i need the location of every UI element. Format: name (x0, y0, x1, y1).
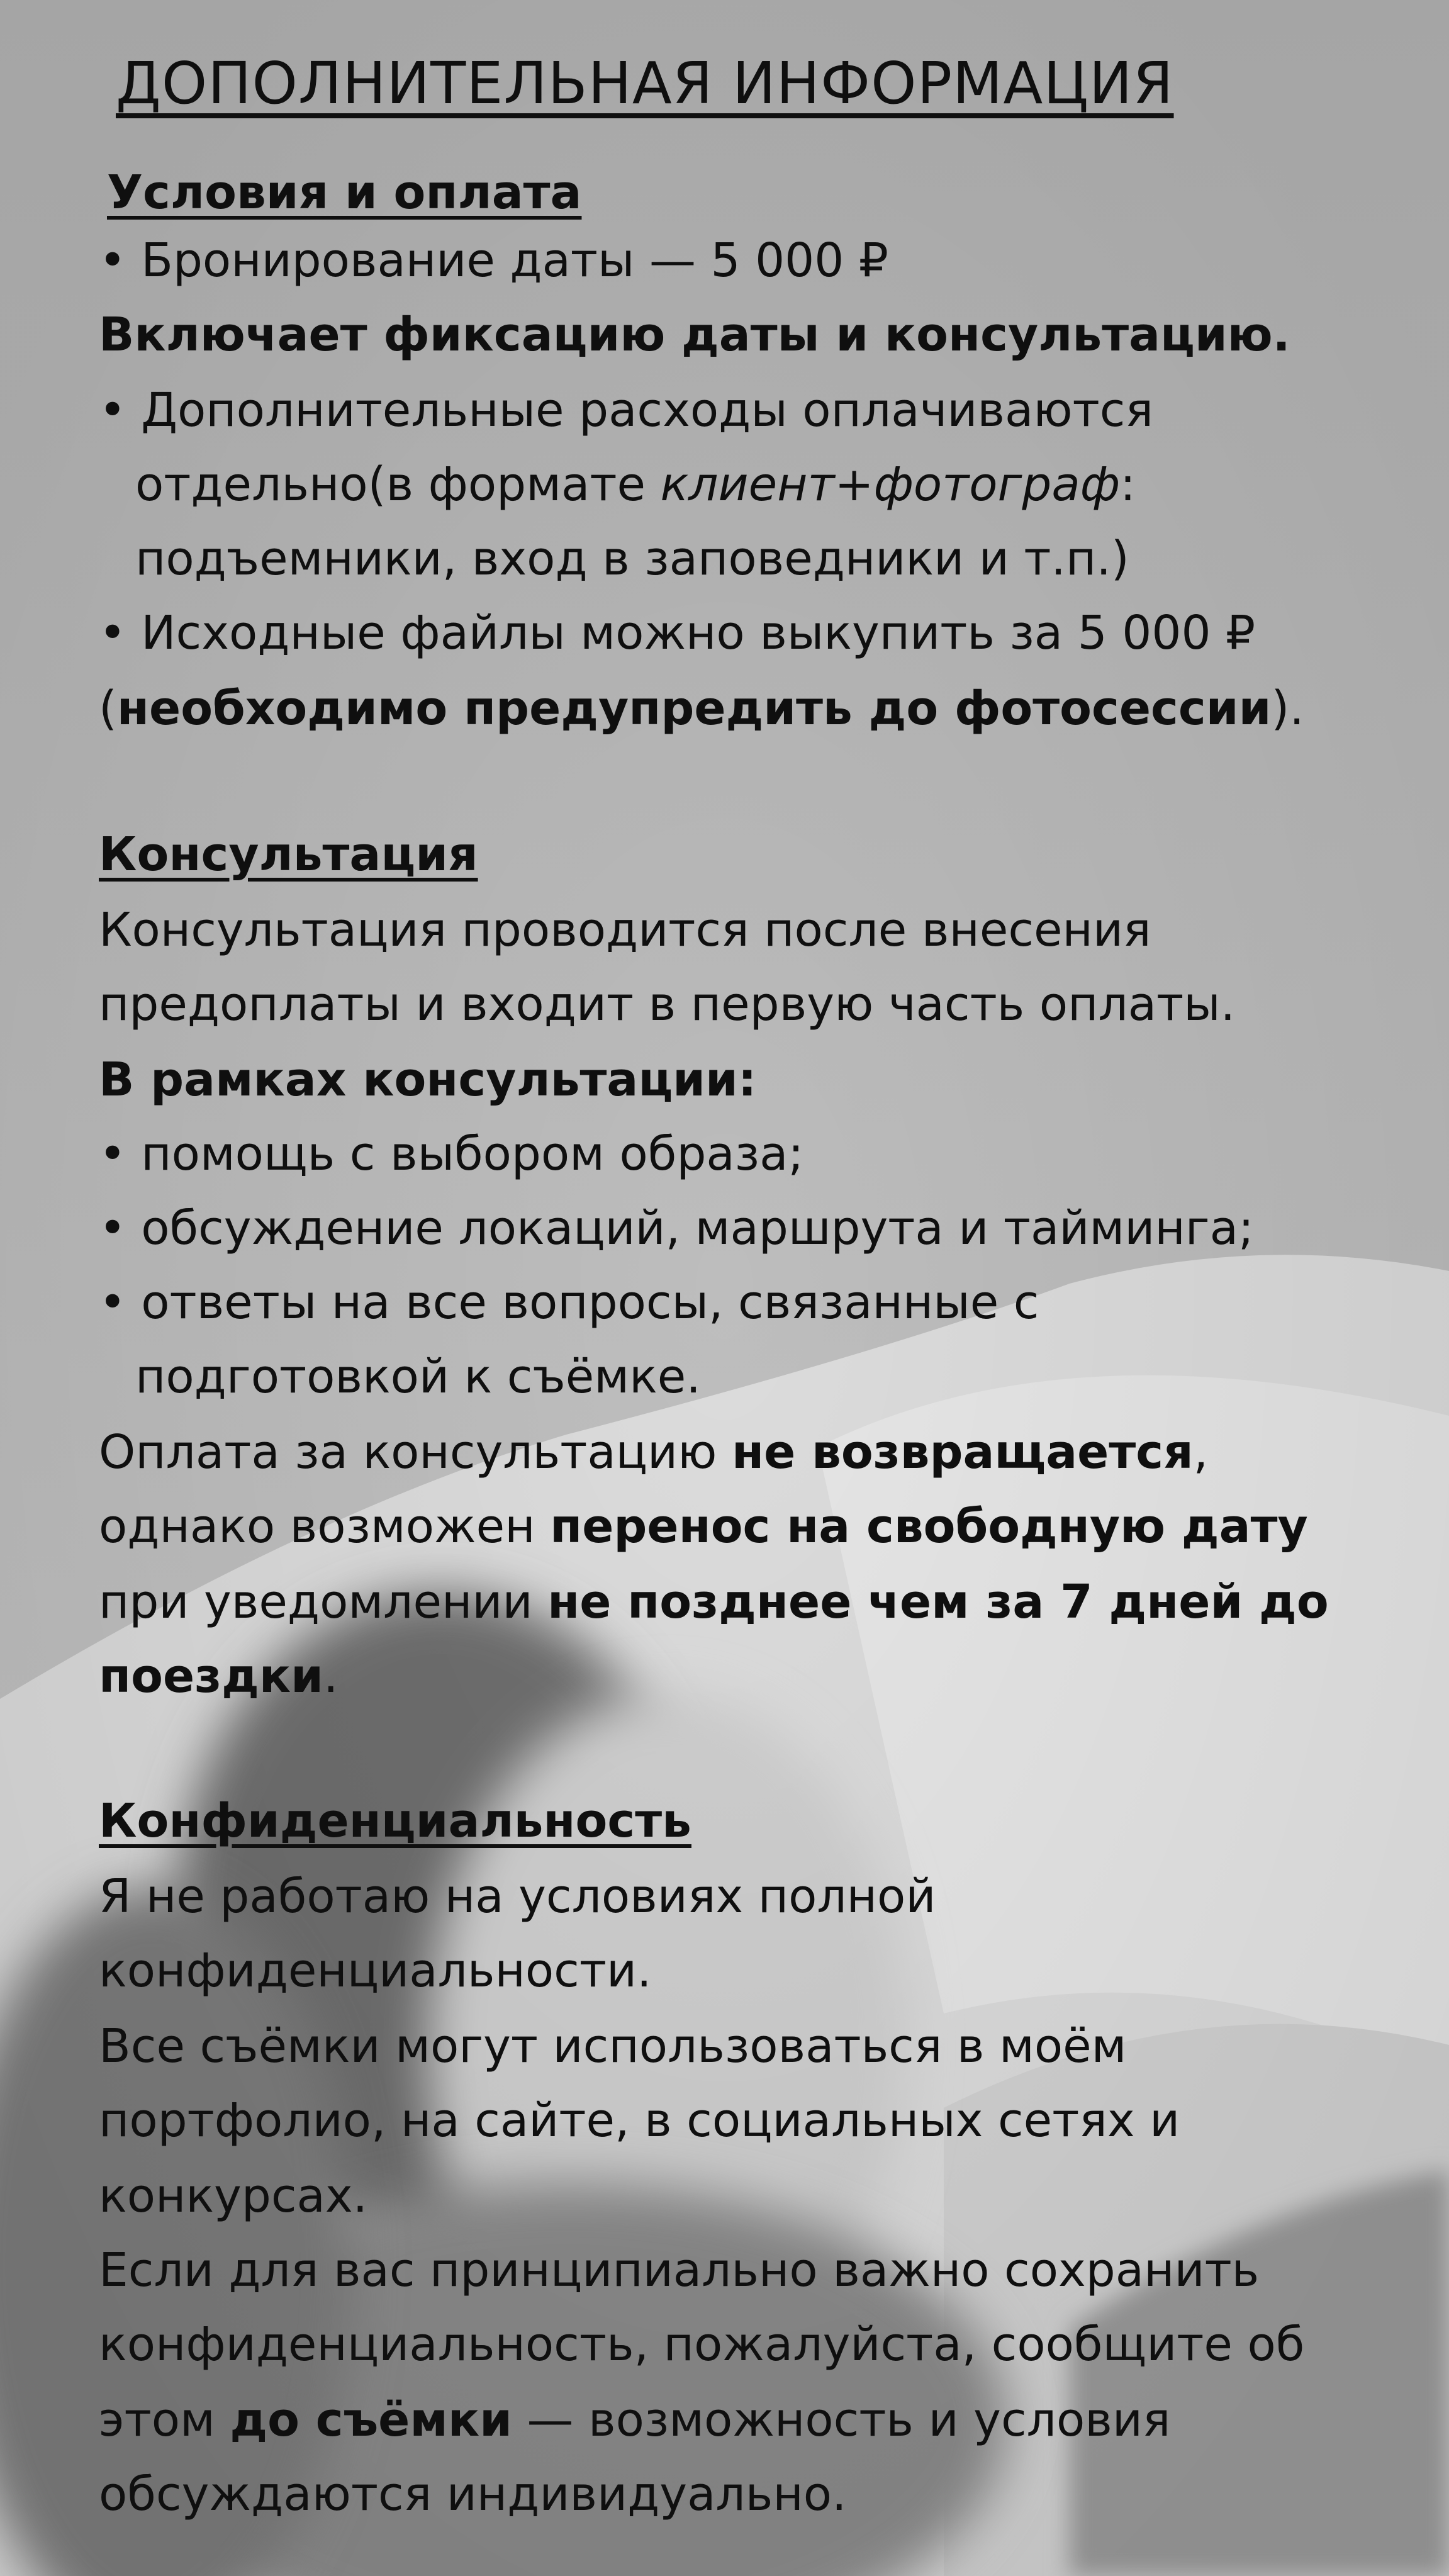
bullet: • (99, 1201, 126, 1255)
paragraph-line: однако возможен перенос на свободную дату (99, 1499, 1308, 1554)
paragraph-line: этом до съёмки — возможность и условия (99, 2393, 1171, 2447)
list-item: • Исходные файлы можно выкупить за 5 000 ₽ (99, 606, 1256, 660)
paragraph-line: поездки. (99, 1649, 338, 1703)
paragraph-line: предоплаты и входит в первую часть оплаты. (99, 977, 1236, 1031)
paragraph-line: обсуждаются индивидуально. (99, 2467, 847, 2521)
consult-subheading: В рамках консультации: (99, 1053, 757, 1107)
section-heading-terms: Условия и оплата (107, 165, 582, 220)
paragraph-line: Я не работаю на условиях полной (99, 1869, 936, 1924)
paragraph-line: при уведомлении не позднее чем за 7 дней до (99, 1575, 1329, 1629)
bullet: • (99, 1275, 126, 1330)
bullet: • (99, 606, 126, 660)
paragraph-line: Оплата за консультацию не возвращается, (99, 1425, 1209, 1479)
bullet: • (99, 233, 126, 288)
section-heading-consult: Консультация (99, 827, 478, 882)
list-item-cont: подъемники, вход в заповедники и т.п.) (135, 532, 1129, 586)
files-note: (необходимо предупредить до фотосессии). (99, 681, 1304, 736)
list-item: • обсуждение локаций, маршрута и тайминга; (99, 1201, 1254, 1255)
bullet: • (99, 1127, 126, 1181)
list-item: • Дополнительные расходы оплачиваются (99, 383, 1153, 437)
paragraph-line: Консультация проводится после внесения (99, 903, 1151, 957)
paragraph-line: Если для вас принципиально важно сохранить (99, 2243, 1260, 2297)
paragraph-line: портфолио, на сайте, в социальных сетях и (99, 2093, 1180, 2148)
list-item-cont: отдельно(в формате клиент+фотограф: (135, 457, 1136, 512)
section-heading-privacy: Конфиденциальность (99, 1794, 691, 1848)
list-item-cont: подготовкой к съёмке. (135, 1350, 701, 1404)
booking-includes: Включает фиксацию даты и консультацию. (99, 308, 1290, 362)
bullet: • (99, 383, 126, 437)
paragraph-line: конфиденциальности. (99, 1944, 652, 1998)
page-title: ДОПОЛНИТЕЛЬНАЯ ИНФОРМАЦИЯ (116, 50, 1174, 117)
list-item: • помощь с выбором образа; (99, 1127, 804, 1181)
list-item: • Бронирование даты — 5 000 ₽ (99, 233, 888, 288)
paragraph-line: конфиденциальность, пожалуйста, сообщите об (99, 2317, 1305, 2372)
paragraph-line: Все съёмки могут использоваться в моём (99, 2019, 1127, 2073)
paragraph-line: конкурсах. (99, 2169, 368, 2223)
list-item: • ответы на все вопросы, связанные с (99, 1275, 1039, 1330)
